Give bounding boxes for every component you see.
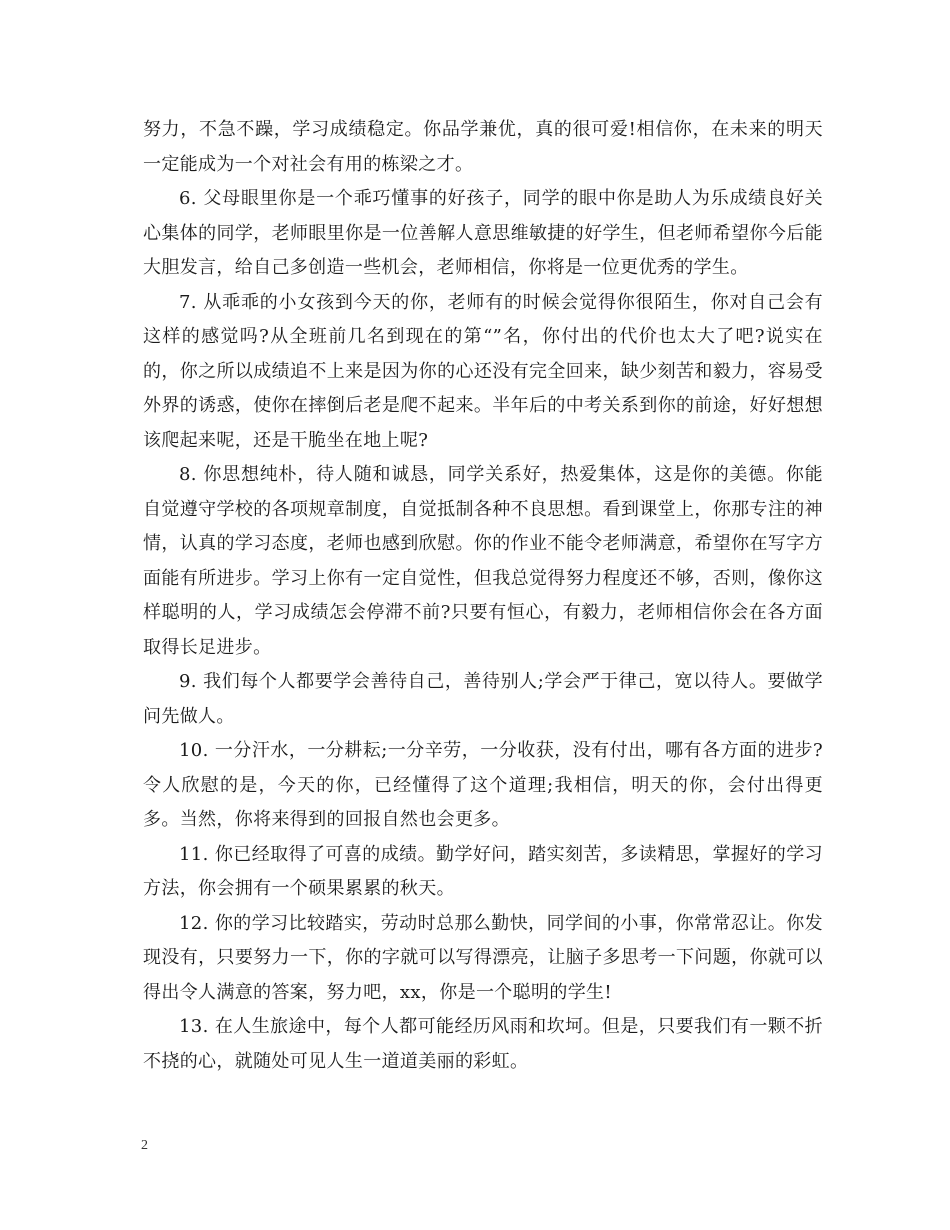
paragraph-item-11: 11. 你已经取得了可喜的成绩。勤学好问，踏实刻苦，多读精思，掌握好的学习方法，你会拥有一个硕果累累的秋天。 [143,843,823,899]
document-body [143,113,823,1079]
paragraph-item-8: 8. 你思想纯朴，待人随和诚恳，同学关系好，热爱集体，这是你的美德。你能自觉遵守学校的各项规章制度，自觉抵制各种不良思想。看到课堂上，你那专注的神情，认真的学习态度，老师也感到欣慰。你的作业不能令老师满意，希望你在写字方面能有所进步。学习上你有一定自觉性，但我总觉得努力程度还不够，否则，像你这样聪明的人，学习成绩怎会停滞不前?只要有恒心，有毅力，老师相信你会在各方面取得长足进步。 [143,464,823,658]
page-number: 2 [141,1138,148,1153]
paragraph-item-13: 13. 在人生旅途中，每个人都可能经历风雨和坎坷。但是，只要我们有一颗不折不挠的心，就随处可见人生一道道美丽的彩虹。 [143,1016,823,1072]
paragraph-item-12: 12. 你的学习比较踏实，劳动时总那么勤快，同学间的小事，你常常忍让。你发现没有，只要努力一下，你的字就可以写得漂亮，让脑子多思考一下问题，你就可以得出令人满意的答案，努力吧，xx，你是一个聪明的学生! [143,912,823,1003]
paragraph-continuation: 努力，不急不躁，学习成绩稳定。你品学兼优，真的很可爱!相信你，在未来的明天一定能成为一个对社会有用的栋梁之才。 [143,119,823,175]
paragraph-item-10: 10. 一分汗水，一分耕耘;一分辛劳，一分收获，没有付出，哪有各方面的进步?令人欣慰的是，今天的你，已经懂得了这个道理;我相信，明天的你，会付出得更多。当然，你将来得到的回报自然也会更多。 [143,740,823,830]
paragraph-item-7: 7. 从乖乖的小女孩到今天的你，老师有的时候会觉得你很陌生，你对自己会有这样的感觉吗?从全班前几名到现在的第“”名，你付出的代价也太大了吧?说实在的，你之所以成绩追不上来是因为你的心还没有完全回来，缺少刻苦和毅力，容易受外界的诱惑，使你在摔倒后老是爬不起来。半年后的中考关系到你的前途，好好想想该爬起来呢，还是干脆坐在地上呢? [143,291,823,451]
paragraph-item-9: 9. 我们每个人都要学会善待自己，善待别人;学会严于律己，宽以待人。要做学问先做人。 [143,671,823,727]
paragraph-item-6: 6. 父母眼里你是一个乖巧懂事的好孩子，同学的眼中你是助人为乐成绩良好关心集体的同学，老师眼里你是一位善解人意思维敏捷的好学生，但老师希望你今后能大胆发言，给自己多创造一些机会，老师相信，你将是一位更优秀的学生。 [143,188,823,278]
